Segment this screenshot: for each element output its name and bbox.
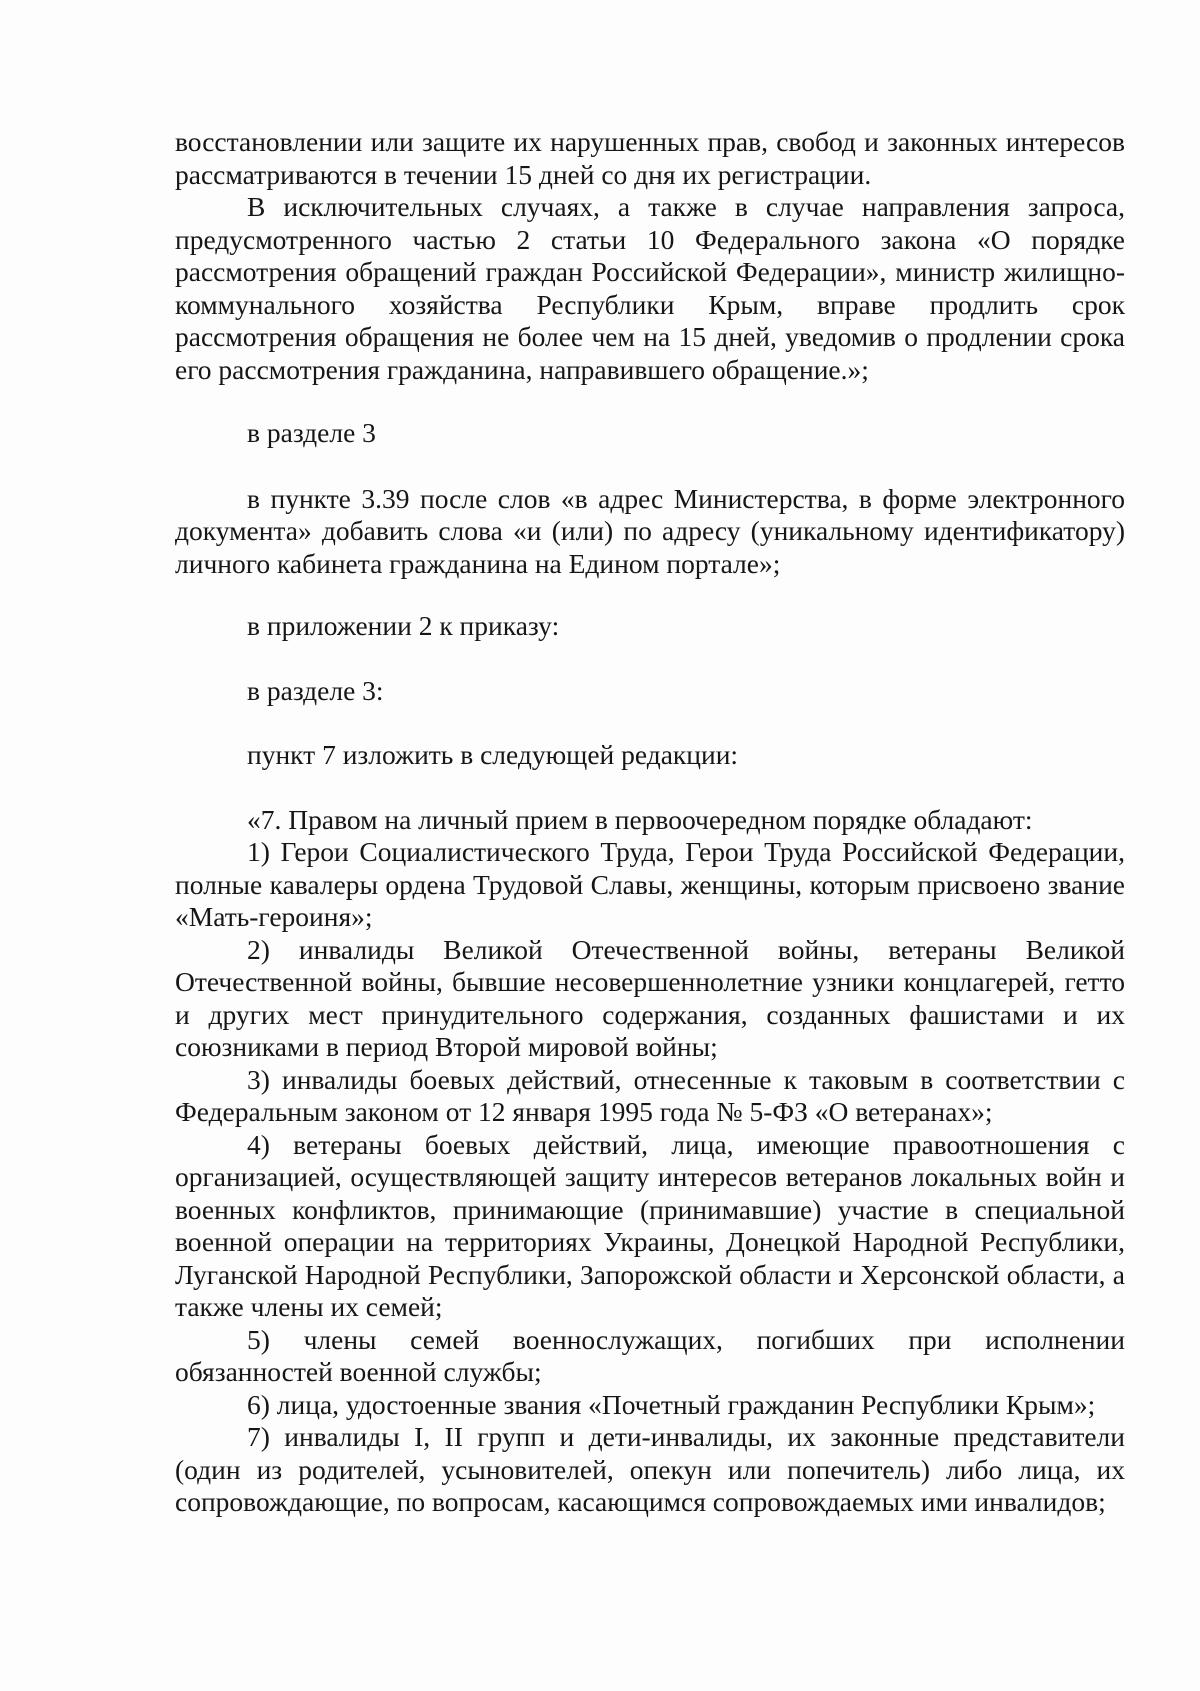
list-item-1: 1) Герои Социалистического Труда, Герои Труда Российской Федерации, полные кавалеры ордена Трудовой Славы, женщины, которым присвоено звание «Мать-героиня»; [175, 836, 1125, 932]
paragraph-continuation: восстановлении или защите их нарушенных прав, свобод и законных интересов рассматриваются в течении 15 дней со дня их регистрации. [175, 126, 1125, 190]
list-item-3: 3) инвалиды боевых действий, отнесенные к таковым в соответствии с Федеральным законом от 12 января 1995 года № 5-ФЗ «О ветеранах»; [175, 1063, 1125, 1127]
paragraph-appendix-2: в приложении 2 к приказу: [247, 610, 560, 641]
paragraph-exceptional-cases: В исключительных случаях, а также в случае направления запроса, предусмотренного частью 2 статьи 10 Федерального закона «О порядке рассмотрения обращений граждан Российской Федерации», министр жилищно-коммунального хозяйства Республики Крым, вправе продлить срок рассмотрения обращения не более чем на 15 дней, уведомив о продлении срока его рассмотрения гражданина, направившего обращение.»; [175, 191, 1125, 385]
document-body [175, 126, 1125, 1519]
paragraph-section-3: в разделе 3 [247, 417, 376, 448]
list-item-6: 6) лица, удостоенные звания «Почетный гражданин Республики Крым»; [247, 1388, 1096, 1420]
paragraph-section-3-colon: в разделе 3: [247, 674, 384, 706]
list-item-4: 4) ветераны боевых действий, лица, имеющие правоотношения с организацией, осуществляющей защиту интересов ветеранов локальных войн и военных конфликтов, принимающие (принимавшие) участие в специальной военной операции на территориях Украины, Донецкой Народной Республики, Луганской Народной Республики, Запорожской области и Херсонской области, а также члены их семей; [175, 1128, 1125, 1322]
paragraph-item-3-39: в пункте 3.39 после слов «в адрес Министерства, в форме электронного документа» добавить слова «и (или) по адресу (уникальному идентификатору) личного кабинета гражданина на Едином портале»; [175, 482, 1125, 579]
list-item-5: 5) члены семей военнослужащих, погибших при исполнении обязанностей военной службы; [175, 1323, 1125, 1387]
paragraph-item-7-heading: пункт 7 изложить в следующей редакции: [247, 739, 739, 770]
list-item-7: 7) инвалиды I, II групп и дети-инвалиды, их законные представители (один из родителей, усыновителей, опекун или попечитель) либо лица, их сопровождающие, по вопросам, касающимся сопровождаемых ими инвалидов; [175, 1421, 1125, 1517]
list-item-2: 2) инвалиды Великой Отечественной войны, ветераны Великой Отечественной войны, бывшие несовершеннолетние узники концлагерей, гетто и других мест принудительного содержания, созданных фашистами и их союзниками в период Второй мировой войны; [175, 933, 1125, 1062]
paragraph-priority-reception: «7. Правом на личный прием в первоочередном порядке обладают: [247, 803, 1033, 835]
